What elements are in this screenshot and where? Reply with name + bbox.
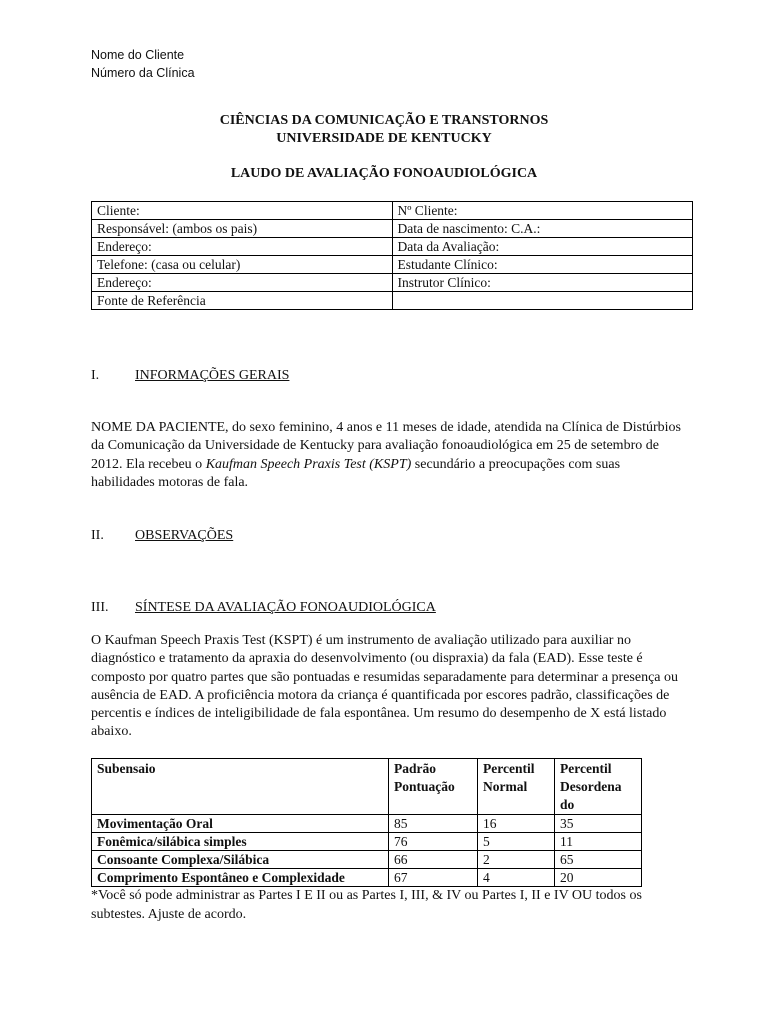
disordered-percentile: 20 xyxy=(555,869,642,887)
disordered-percentile: 35 xyxy=(555,815,642,833)
institution-heading xyxy=(0,112,768,148)
table-row xyxy=(92,292,693,310)
report-title: LAUDO DE AVALIAÇÃO FONOAUDIOLÓGICA xyxy=(230,166,538,181)
section-number: I. xyxy=(91,368,100,383)
table-row xyxy=(92,220,693,238)
normal-percentile: 16 xyxy=(478,815,555,833)
info-cell: Endereço: xyxy=(92,238,393,256)
clinic-number-label: Número da Clínica xyxy=(91,66,195,80)
test-name: Kaufman Speech Praxis Test (KSPT) xyxy=(205,456,412,472)
normal-percentile: 5 xyxy=(478,833,555,851)
column-header-normal-percentile: Percentil Normal xyxy=(478,759,555,815)
paragraph-text: NOME DA PACIENTE, do sexo feminino, 4 anos e 11 meses de idade, atendida na Clínica de Distúrbios da Comunicação da Universidade de Kentucky para avaliação fonoaudiológica em 25 de setembro de 2012. Ela recebeu o xyxy=(91,420,681,472)
client-info-table xyxy=(91,201,693,310)
university-title: UNIVERSIDADE DE KENTUCKY xyxy=(276,131,492,146)
info-cell: Nº Cliente: xyxy=(392,202,693,220)
standard-score: 76 xyxy=(389,833,478,851)
table-row xyxy=(92,202,693,220)
section-number: II. xyxy=(91,528,104,543)
info-cell xyxy=(392,292,693,310)
paragraph-text: secundário a preocupações com suas habilidades motoras de fala. xyxy=(91,456,621,490)
info-cell: Data de nascimento: C.A.: xyxy=(392,220,693,238)
standard-score: 85 xyxy=(389,815,478,833)
info-cell: Cliente: xyxy=(92,202,393,220)
table-row xyxy=(92,851,642,869)
normal-percentile: 2 xyxy=(478,851,555,869)
synthesis-paragraph: O Kaufman Speech Praxis Test (KSPT) é um instrumento de avaliação utilizado para auxiliar no diagnóstico e tratamento da apraxia do desenvolvimento (ou dispraxia) da fala (EAD). Esse teste é composto por quatro partes que são pontuadas e resumidas separadamente para determinar a presença ou ausência de EAD. A proficiência motora da criança é quantificada por escores padrão, classificações de percentis e índices de inteligibilidade de fala espontânea. Um resumo do desempenho de X está listado abaixo. xyxy=(91,633,678,740)
scores-table xyxy=(91,758,642,887)
section-heading-synthesis xyxy=(91,599,436,617)
table-row xyxy=(92,869,642,887)
subtest-name: Comprimento Espontâneo e Complexidade xyxy=(92,869,389,887)
table-row xyxy=(92,238,693,256)
table-row xyxy=(92,815,642,833)
footnote: *Você só pode administrar as Partes I E II ou as Partes I, III, & IV ou Partes I, II e IV OU todos os subtestes. Ajuste de acordo. xyxy=(91,888,642,922)
info-cell: Estudante Clínico: xyxy=(392,256,693,274)
info-cell: Data da Avaliação: xyxy=(392,238,693,256)
info-cell: Endereço: xyxy=(92,274,393,292)
table-row xyxy=(92,256,693,274)
standard-score: 66 xyxy=(389,851,478,869)
normal-percentile: 4 xyxy=(478,869,555,887)
column-header-subtest: Subensaio xyxy=(92,759,389,815)
subtest-name: Fonêmica/silábica simples xyxy=(92,833,389,851)
section-title: INFORMAÇÕES GERAIS xyxy=(135,368,290,383)
info-cell: Telefone: (casa ou celular) xyxy=(92,256,393,274)
subtest-name: Movimentação Oral xyxy=(92,815,389,833)
table-header-row xyxy=(92,759,642,815)
subtest-name: Consoante Complexa/Silábica xyxy=(92,851,389,869)
client-name-label: Nome do Cliente xyxy=(91,48,185,62)
section-heading-general-info xyxy=(91,367,289,385)
client-meta xyxy=(91,46,195,82)
standard-score: 67 xyxy=(389,869,478,887)
general-info-paragraph xyxy=(91,419,681,492)
table-row xyxy=(92,274,693,292)
section-title: OBSERVAÇÕES xyxy=(135,528,234,543)
section-title: SÍNTESE DA AVALIAÇÃO FONOAUDIOLÓGICA xyxy=(135,600,436,615)
column-header-standard-score: Padrão Pontuação xyxy=(389,759,478,815)
info-cell: Responsável: (ambos os pais) xyxy=(92,220,393,238)
column-header-disordered-percentile: Percentil Desordena do xyxy=(555,759,642,815)
table-row xyxy=(92,833,642,851)
info-cell: Fonte de Referência xyxy=(92,292,393,310)
section-heading-observations xyxy=(91,527,233,545)
section-number: III. xyxy=(91,600,109,615)
department-title: CIÊNCIAS DA COMUNICAÇÃO E TRANSTORNOS xyxy=(219,113,549,128)
disordered-percentile: 65 xyxy=(555,851,642,869)
disordered-percentile: 11 xyxy=(555,833,642,851)
info-cell: Instrutor Clínico: xyxy=(392,274,693,292)
